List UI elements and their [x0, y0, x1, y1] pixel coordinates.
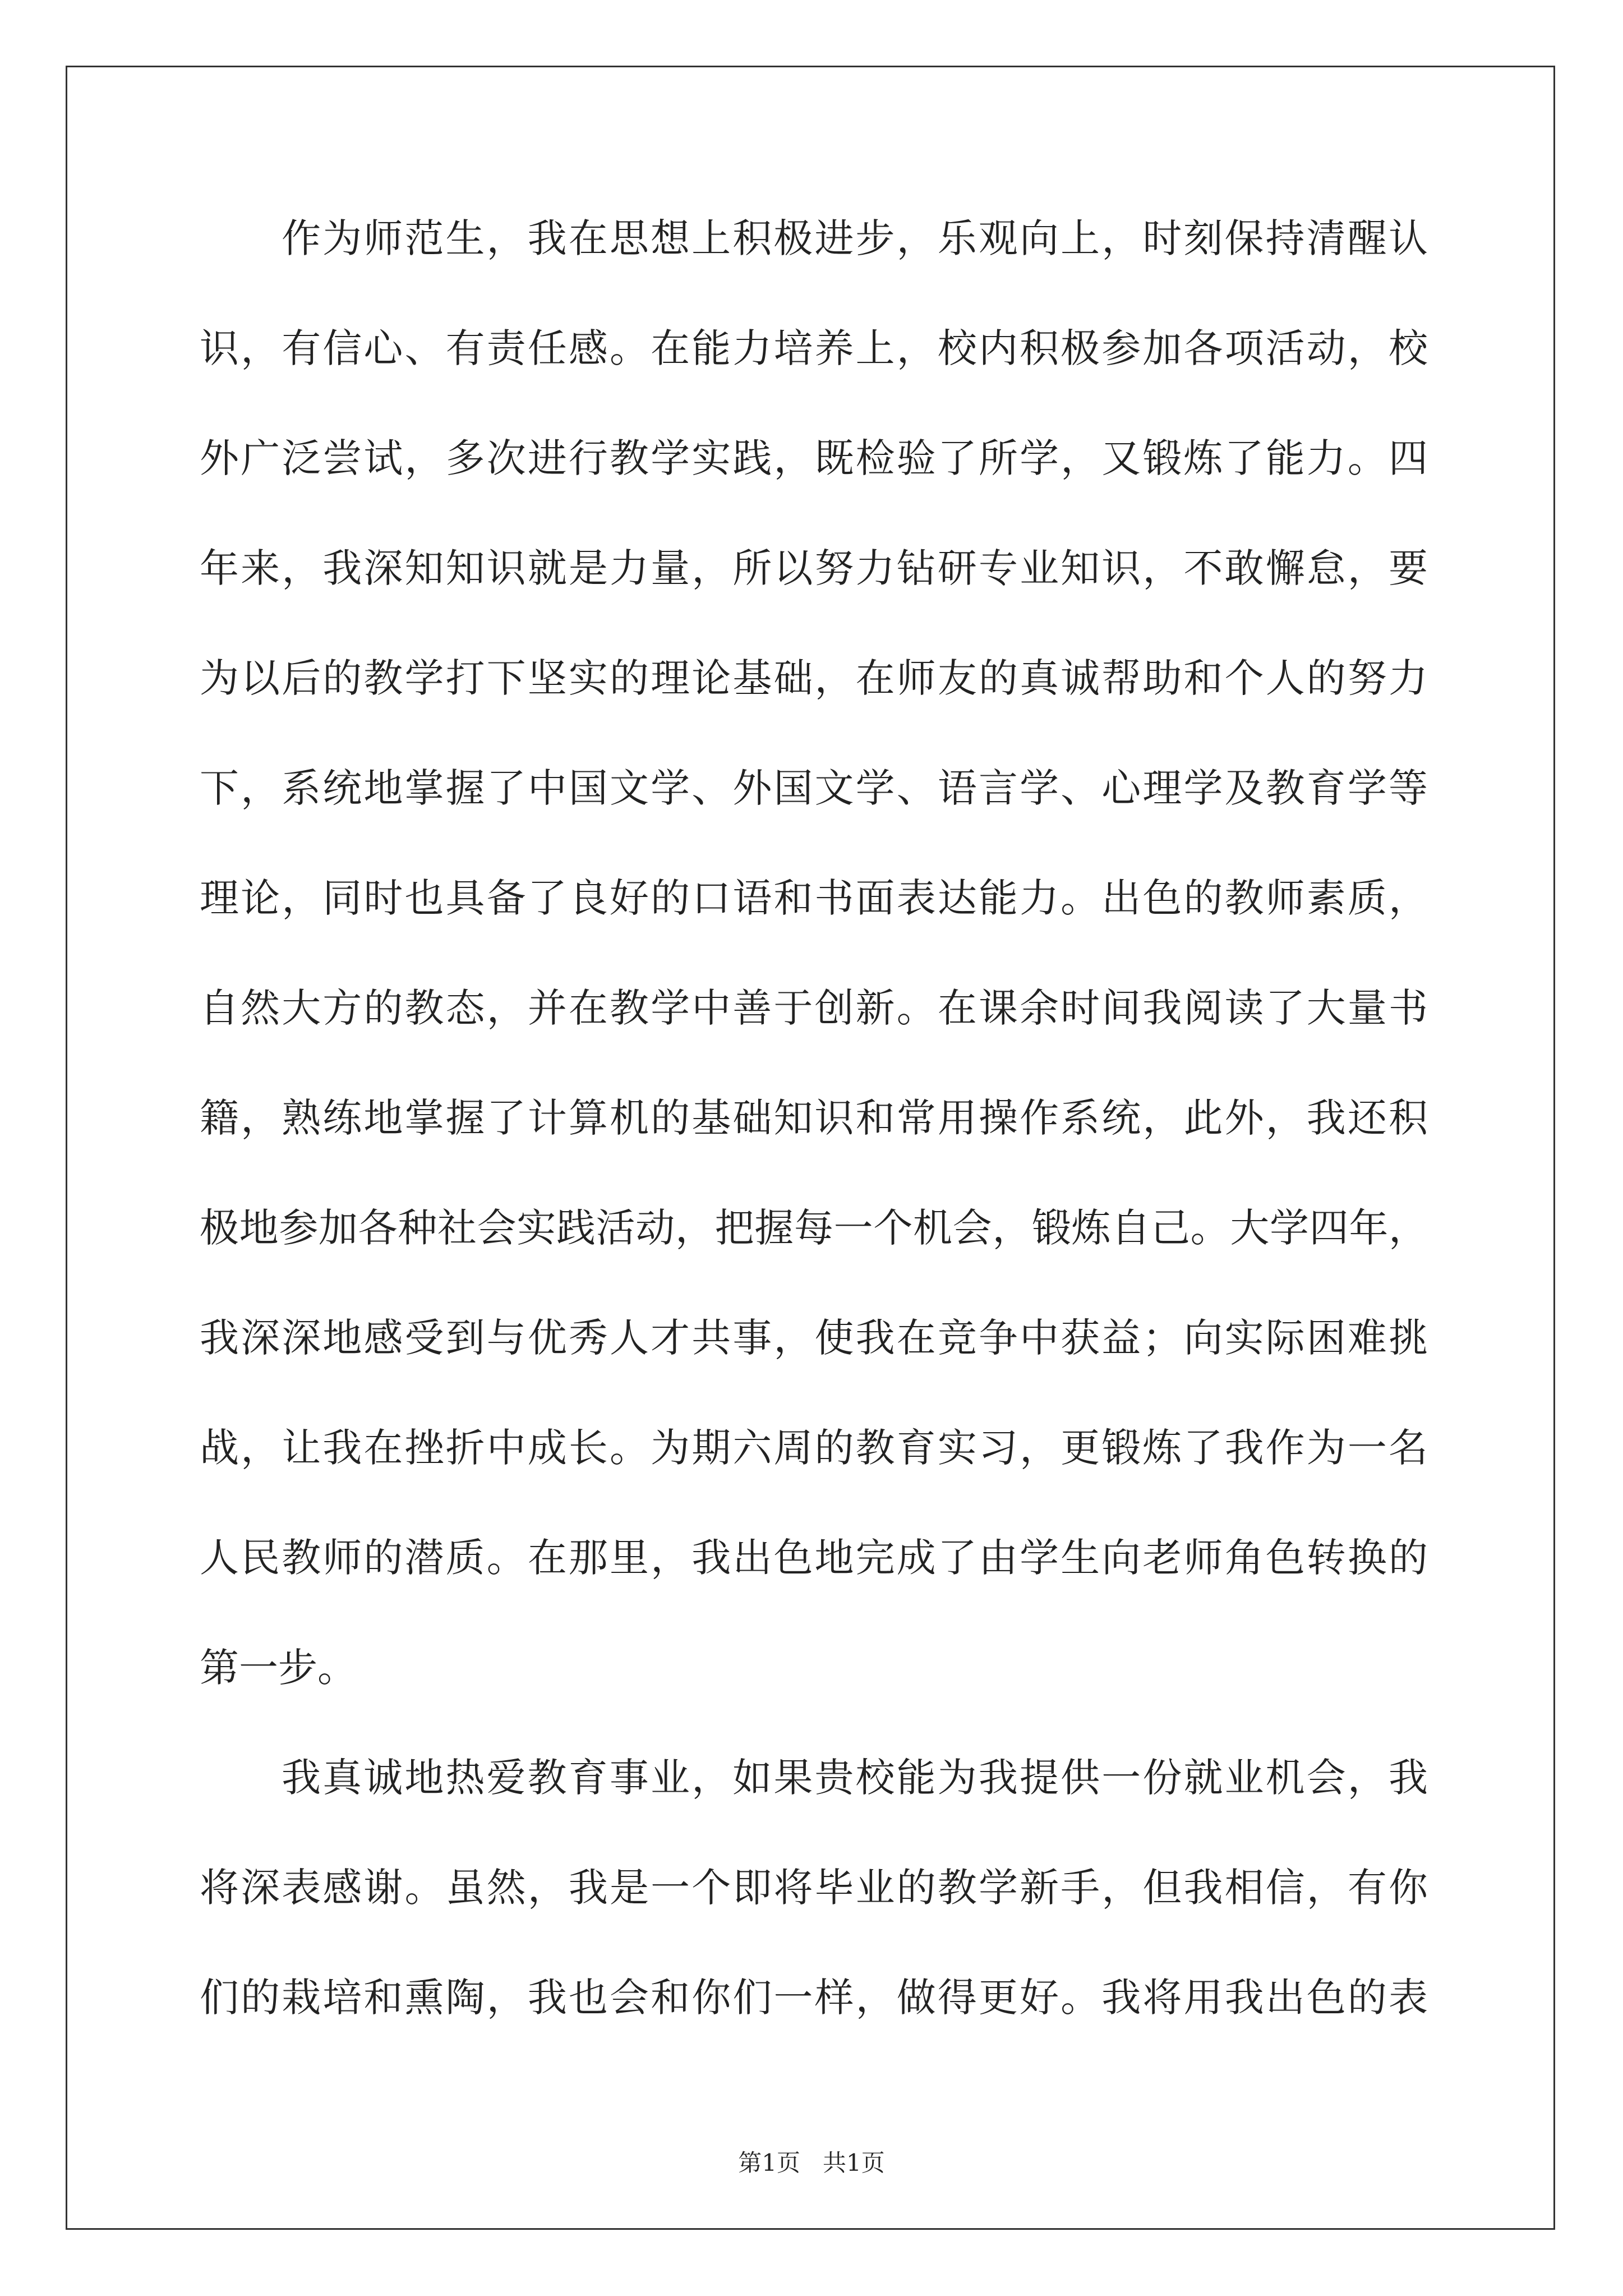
paragraph-1-line-3: 外广泛尝试，多次进行教学实践，既检验了所学，又锻炼了能力。四 — [200, 435, 1428, 481]
paragraph-1-line-1: 作为师范生，我在思想上积极进步，乐观向上，时刻保持清醒认 — [282, 215, 1428, 261]
paragraph-2-line-1: 我真诚地热爱教育事业，如果贵校能为我提供一份就业机会，我 — [282, 1755, 1428, 1801]
page-total: 共1页 — [823, 2149, 885, 2177]
paragraph-1-line-14: 第一步。 — [200, 1645, 357, 1691]
paragraph-1-line-7: 理论，同时也具备了良好的口语和书面表达能力。出色的教师素质， — [200, 875, 1428, 921]
page-footer — [0, 2146, 1623, 2180]
paragraph-1-line-8: 自然大方的教态，并在教学中善于创新。在课余时间我阅读了大量书 — [200, 985, 1428, 1031]
paragraph-1-line-12: 战，让我在挫折中成长。为期六周的教育实习，更锻炼了我作为一名 — [200, 1425, 1428, 1471]
paragraph-1-line-2: 识，有信心、有责任感。在能力培养上，校内积极参加各项活动，校 — [200, 325, 1428, 371]
paragraph-1-line-9: 籍，熟练地掌握了计算机的基础知识和常用操作系统，此外，我还积 — [200, 1095, 1428, 1141]
paragraph-2-line-2: 将深表感谢。虽然，我是一个即将毕业的教学新手，但我相信，有你 — [200, 1865, 1428, 1911]
page-number: 第1页 — [738, 2149, 800, 2177]
paragraph-1-line-11: 我深深地感受到与优秀人才共事，使我在竞争中获益；向实际困难挑 — [200, 1315, 1428, 1361]
paragraph-2-line-3: 们的栽培和熏陶，我也会和你们一样，做得更好。我将用我出色的表 — [200, 1975, 1428, 2021]
paragraph-1-line-10: 极地参加各种社会实践活动，把握每一个机会，锻炼自己。大学四年， — [200, 1205, 1428, 1251]
paragraph-1-line-4: 年来，我深知知识就是力量，所以努力钻研专业知识，不敢懈怠，要 — [200, 545, 1428, 591]
paragraph-1-line-5: 为以后的教学打下坚实的理论基础，在师友的真诚帮助和个人的努力 — [200, 655, 1428, 701]
paragraph-1-line-13: 人民教师的潜质。在那里，我出色地完成了由学生向老师角色转换的 — [200, 1535, 1428, 1581]
paragraph-1-line-6: 下，系统地掌握了中国文学、外国文学、语言学、心理学及教育学等 — [200, 765, 1428, 811]
